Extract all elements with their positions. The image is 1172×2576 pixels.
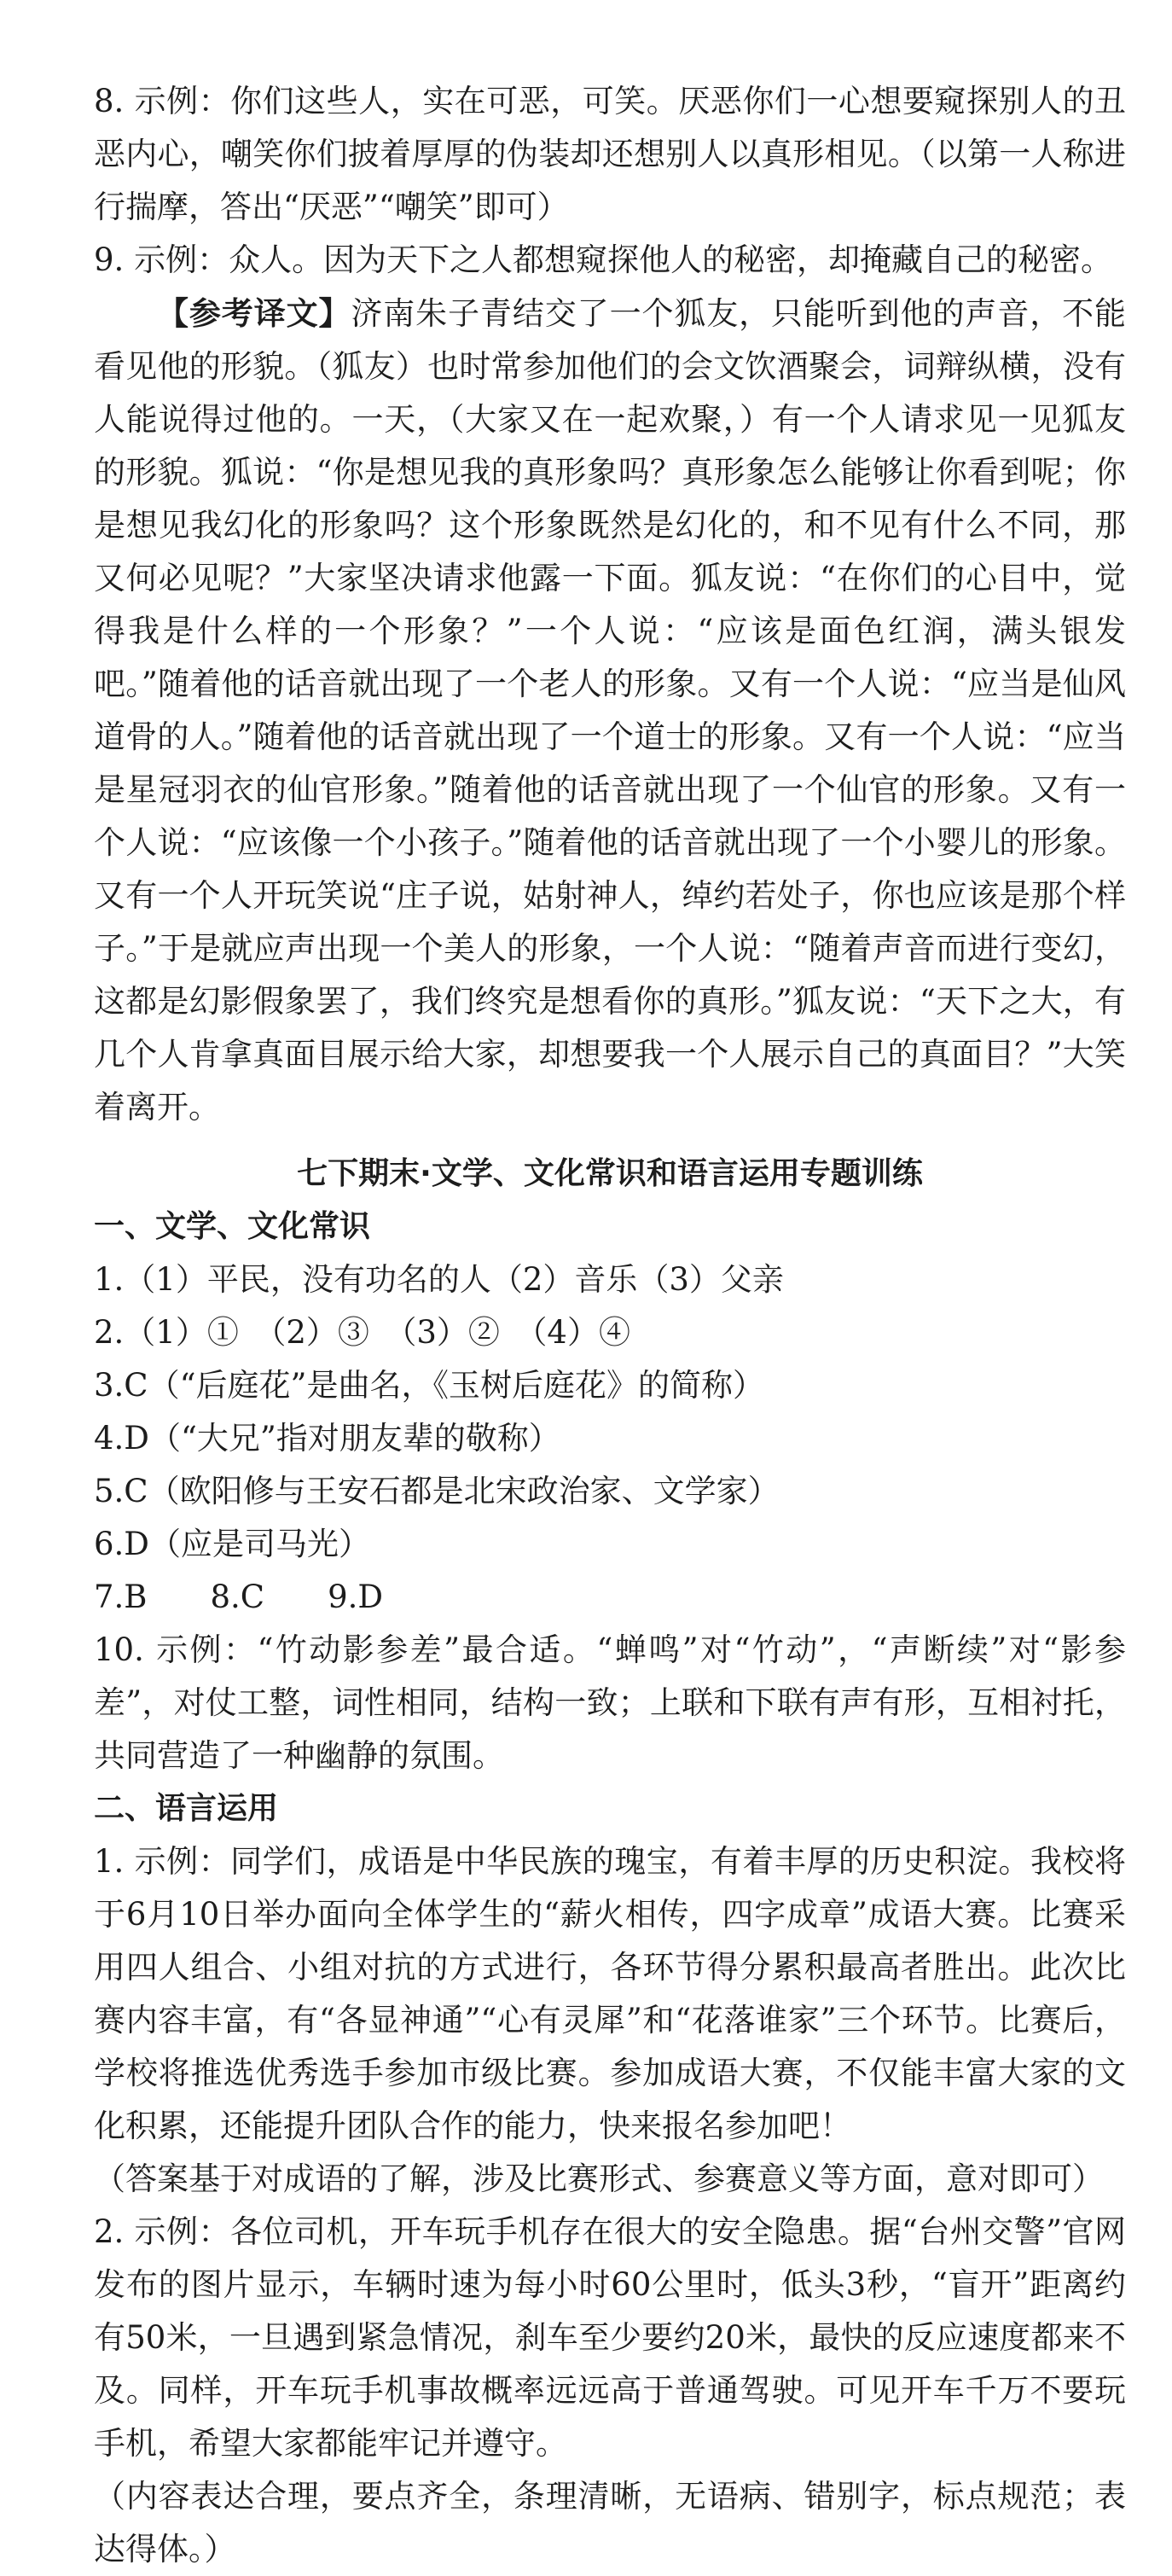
- part1-item-7-9: 7.B 8.C 9.D: [94, 1579, 384, 1615]
- part2-item-2: 2. 示例：各位司机，开车玩手机存在很大的安全隐患。据“台州交警”官网发布的图片显示，车辆时速为每小时60公里时，低头3秒，“盲开”距离约有50米，一旦遇到紧急情况，刹车至少要约20米，最快的反应速度都来不及。同样，开车玩手机事故概率远远高于普通驾驶。可见开车千万不要玩手机，希望大家都能牢记并遵守。: [94, 2213, 1126, 2462]
- part1-item-5: 5.C（欧阳修与王安石都是北宋政治家、文学家）: [94, 1473, 780, 1509]
- translation-tag: 【参考译文】: [157, 294, 351, 332]
- part2-item-1: 1. 示例：同学们，成语是中华民族的瑰宝，有着丰厚的历史积淀。我校将于6月10日举办面向全体学生的“薪火相传，四字成章”成语大赛。比赛采用四人组合、小组对抗的方式进行，各环节得分累积最高者胜出。此次比赛内容丰富，有“各显神通”“心有灵犀”和“花落谁家”三个环节。比赛后，学校将推选优秀选手参加市级比赛。参加成语大赛，不仅能丰富大家的文化积累，还能提升团队合作的能力，快来报名参加吧！: [94, 1843, 1126, 2144]
- translation-text: 济南朱子青结交了一个狐友，只能听到他的声音，不能看见他的形貌。（狐友）也时常参加他们的会文饮酒聚会，词辩纵横，没有人能说得过他的。一天，（大家又在一起欢聚，）有一个人请求见一见狐友的形貌。狐说：“你是想见我的真形象吗？真形象怎么能够让你看到呢；你是想见我幻化的形象吗？这个形象既然是幻化的，和不见有什么不同，那又何必见呢？”大家坚决请求他露一下面。狐友说：“在你们的心目中，觉得我是什么样的一个形象？”一个人说：“应该是面色红润，满头银发吧。”随着他的话音就出现了一个老人的形象。又有一个人说：“应当是仙风道骨的人。”随着他的话音就出现了一个道士的形象。又有一个人说：“应当是星冠羽衣的仙官形象。”随着他的话音就出现了一个仙官的形象。又有一个人说：“应该像一个小孩子。”随着他的话音就出现了一个小婴儿的形象。又有一个人开玩笑说“庄子说，姑射神人，绰约若处子，你也应该是那个样子。”于是就应声出现一个美人的形象，一个人说：“随着声音而进行变幻，这都是幻影假象罢了，我们终究是想看你的真形。”狐友说：“天下之大，有几个人肯拿真面目展示给大家，却想要我一个人展示自己的真面目？”大笑着离开。: [94, 295, 1127, 1125]
- reference-translation: [94, 287, 1126, 1134]
- part1-item-6: 6.D（应是司马光）: [94, 1526, 370, 1562]
- section-title: 七下期末·文学、文化常识和语言运用专题训练: [297, 1156, 923, 1191]
- part1-item-1: 1.（1）平民，没有功名的人（2）音乐（3）父亲: [94, 1261, 784, 1298]
- part2-item-2-note: （内容表达合理，要点齐全，条理清晰，无语病、错别字，标点规范；表达得体。）: [94, 2478, 1126, 2567]
- part1-item-3: 3.C（“后庭花”是曲名，《玉树后庭花》的简称）: [94, 1367, 764, 1404]
- part1-heading: 一、文学、文化常识: [94, 1209, 371, 1244]
- part1-item-4: 4.D（“大兄”指对朋友辈的敬称）: [94, 1420, 560, 1457]
- part1-item-2: 2.（1）① （2）③ （3）② （4）④: [94, 1314, 630, 1351]
- answer-9: 9. 示例：众人。因为天下之人都想窥探他人的秘密，却掩藏自己的秘密。: [94, 241, 1113, 278]
- part2-heading: 二、语言运用: [94, 1791, 279, 1826]
- part1-item-10: 10. 示例：“竹动影参差”最合适。“蝉鸣”对“竹动”，“声断续”对“影参差”，对仗工整，词性相同，结构一致；上联和下联有声有形，互相衬托，共同营造了一种幽静的氛围。: [94, 1631, 1126, 1774]
- answer-8: 8. 示例：你们这些人，实在可恶，可笑。厌恶你们一心想要窥探别人的丑恶内心，嘲笑你们披着厚厚的伪装却还想别人以真形相见。（以第一人称进行揣摩，答出“厌恶”“嘲笑”即可）: [94, 83, 1126, 225]
- part2-item-1-note: （答案基于对成语的了解，涉及比赛形式、参赛意义等方面，意对即可）: [94, 2160, 1104, 2197]
- answer-page: [94, 75, 1126, 2576]
